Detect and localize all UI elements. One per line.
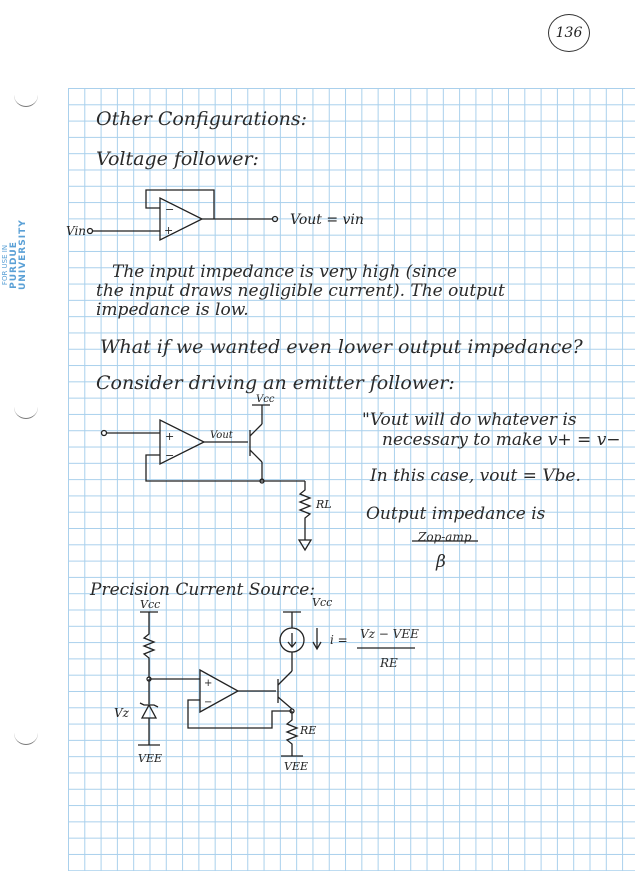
vout-equals-vin: Vout = vin <box>290 212 364 228</box>
emitter-follower-circuit <box>102 394 479 550</box>
opamp2-plus: + <box>165 430 175 443</box>
output-node-1 <box>273 217 278 222</box>
form-stamp-line2: FOR USE IN <box>1 244 9 286</box>
re-label: RE <box>300 724 317 737</box>
vcc-rail-2 <box>252 405 270 424</box>
opamp2-minus: − <box>165 449 175 462</box>
fraction-numerator: Zop-amp <box>418 530 472 544</box>
vee-right-label: VEE <box>284 760 309 773</box>
note-line1: "Vout will do whatever is <box>362 410 577 430</box>
vcc-right-label: Vcc <box>312 596 333 609</box>
vcc-left-label: Vcc <box>140 598 161 611</box>
vout-label-2: Vout <box>210 430 233 441</box>
impedance-text-line2: the input draws negligible current). The output <box>96 281 505 301</box>
equation-numerator: Vz − VEE <box>360 627 419 641</box>
opamp1-minus: − <box>165 203 175 216</box>
bjt-collector <box>250 424 262 436</box>
bjt3-collector <box>278 671 292 685</box>
voltage-follower-circuit <box>66 190 364 240</box>
form-stamp-line3: PURDUE UNIVERSITY <box>9 219 28 290</box>
rl-label: RL <box>316 498 332 511</box>
ground-symbol-2 <box>299 540 311 550</box>
page-heading: Other Configurations: <box>96 108 308 130</box>
voltage-follower-title: Voltage follower: <box>96 148 259 170</box>
feedback-wire-1 <box>146 190 214 219</box>
input-node-1 <box>88 229 93 234</box>
vin-label: Vin <box>66 224 87 238</box>
note-line2: necessary to make v+ = v− <box>382 430 621 450</box>
input-node-2 <box>102 431 107 436</box>
vz-label: Vz <box>114 706 129 720</box>
current-source-circuit <box>114 596 415 773</box>
note-line4: Output impedance is <box>366 504 546 524</box>
note-line3: In this case, vout = Vbe. <box>370 466 581 486</box>
current-source-title: Precision Current Source: <box>90 580 316 600</box>
opamp1-plus: + <box>164 224 174 237</box>
impedance-text-line3: impedance is low. <box>96 300 249 320</box>
zener-diode-triangle <box>142 705 156 718</box>
question-text: What if we wanted even lower output impedance? <box>100 336 583 358</box>
bjt3-emitter <box>278 697 292 709</box>
emitter-follower-title: Consider driving an emitter follower: <box>96 372 455 394</box>
vcc-label-2: Vcc <box>256 394 275 405</box>
opamp3-plus: + <box>204 678 213 689</box>
bjt-emitter <box>250 450 262 462</box>
page-number: 136 <box>548 14 590 52</box>
load-resistor <box>300 481 310 540</box>
fraction-denominator: β <box>436 552 446 572</box>
zener-resistor <box>144 612 154 678</box>
impedance-text-line1: The input impedance is very high (since <box>112 262 457 282</box>
opamp3-minus: − <box>204 697 213 708</box>
equation-denominator: RE <box>380 656 398 670</box>
vee-left-label: VEE <box>138 752 163 765</box>
re-resistor <box>287 711 297 756</box>
equation-lhs: i = <box>330 633 348 647</box>
